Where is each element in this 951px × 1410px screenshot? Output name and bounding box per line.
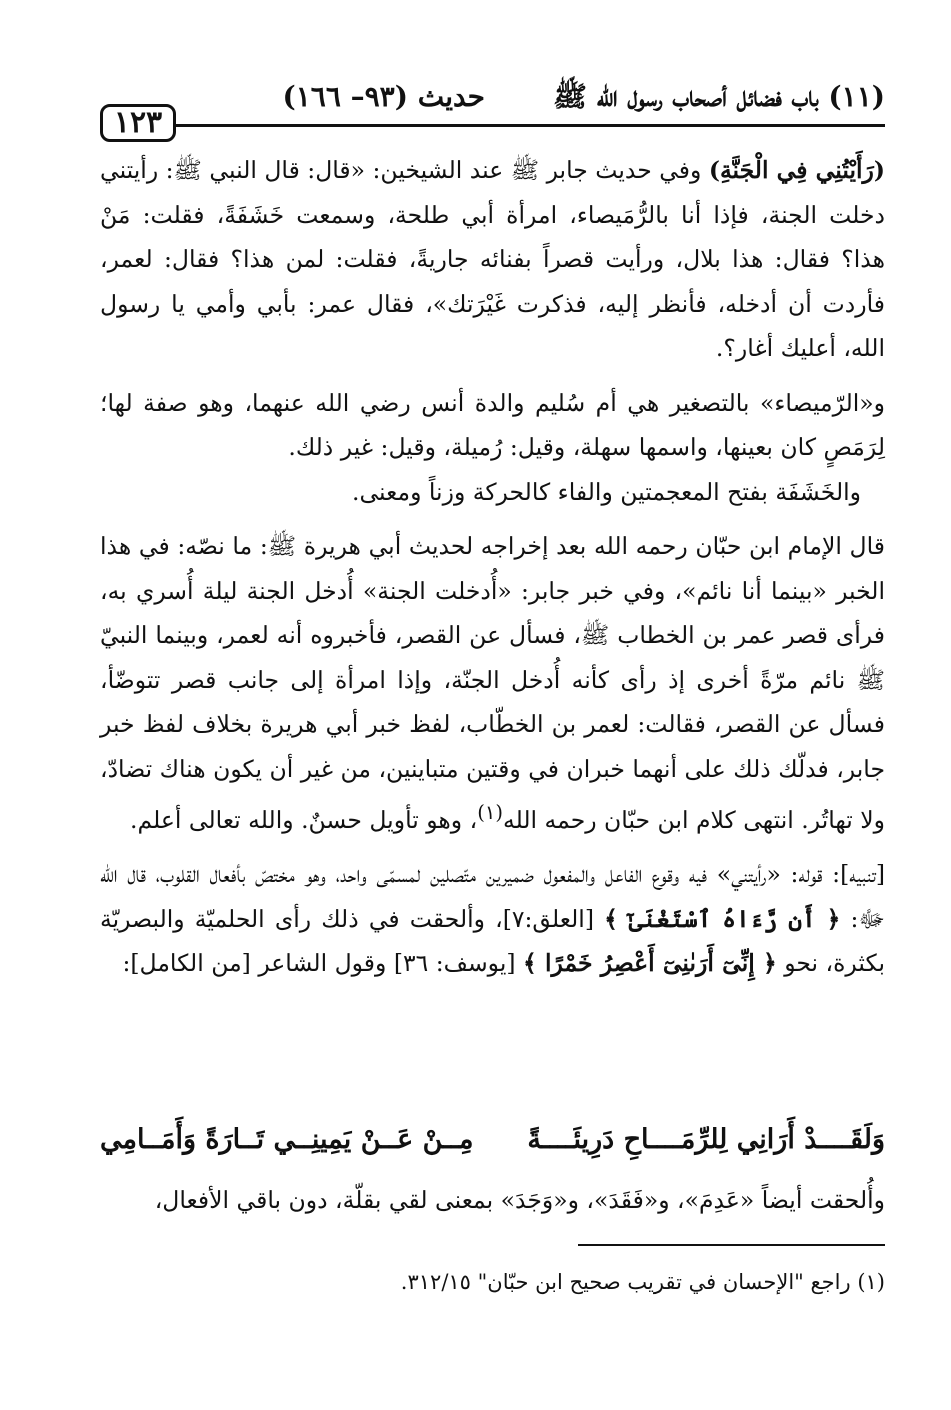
- verse-second-hemistich: مِــنْ عَــنْ يَمِينِــي تَــارَةً وَأَمَــامِي: [100, 1124, 474, 1155]
- paragraph-tanbih: [100, 852, 885, 986]
- footnote-ref: (١): [477, 801, 503, 824]
- paragraph-text: وفي حديث جابر ﷺ عند الشيخين: «قال: قال النبي ﷺ: رأيتني دخلت الجنة، فإذا أنا بالرُّمَيصاء، امرأة أبي طلحة، وسمعت خَشَفَةً، فقلت: مَنْ هذا؟ فقال: هذا بلال، ورأيت قصراً بفنائه جاريةً، فقلت: لمن هذا؟ فقال: لعمر، فأردت أن أدخله، فأنظر إليه، فذكرت غَيْرَتك»، فقال عمر: بأبي وأمي يا رسول الله، أعليك أغار؟.: [99, 156, 885, 362]
- quran-quote: ﴿ أَن رَّءَاهُ ٱسْتَغْنَىٰٓ ﴾: [604, 904, 841, 933]
- main-text: [100, 148, 885, 986]
- paragraph-text: ، وهو تأويل حسنٌ. والله تعالى أعلم.: [130, 805, 478, 834]
- poetry-verse: [100, 1124, 885, 1172]
- footnote-rule: [578, 1244, 885, 1246]
- page-number: ١٢٣: [100, 104, 176, 142]
- quran-quote: ﴿ إِنِّىٓ أَرَىٰنِىٓ أَعْصِرُ خَمْرًا ﴾: [523, 949, 777, 978]
- verse-first-hemistich: وَلَقَــــدْ أَرَانِي لِلرِّمَــــاحِ دَرِيئَــــةً: [527, 1124, 885, 1155]
- paragraph-continuation: وأُلحقت أيضاً «عَدِمَ»، و«فَقَدَ»، و«وَجَدَ» بمعنى لقي بقلّة، دون باقي الأفعال،: [154, 1186, 885, 1214]
- paragraph-text: [تنبيه]: قوله: «رأيتني» فيه وقوع الفاعل والمفعول ضميرين متّصلين لمسمّى واحد، وهو مختصّ بأفعال القلوب، قال الله ﷻ:: [100, 860, 886, 933]
- paragraph-text: [العلق:٧]، وألحقت في ذلك رأى الحلميّة والبصريّة بكثرة، نحو: [100, 904, 885, 978]
- hadith-phrase: (رَأَيْتُنِي فِي الْجَنَّةِ): [708, 156, 885, 184]
- paragraph-khashafa: والخَشَفَة بفتح المعجمتين والفاء كالحركة وزناً ومعنى.: [352, 477, 861, 506]
- chapter-title: (١١) باب فضائل أصحاب رسول الله ﷺ: [553, 80, 885, 113]
- hadith-range: حديث (٩٣– ١٦٦): [282, 80, 485, 113]
- paragraph-rumaisa: و«الرّميصاء» بالتصغير هي أم سُليم والدة أنس رضي الله عنهما، وهو صفة لها؛ لِرَمَصٍ كان بعينها، واسمها سهلة، وقيل: رُميلة، وقيل: غير ذلك.: [100, 388, 885, 461]
- paragraph-hadith-jabir: [100, 148, 885, 371]
- header-rule: [104, 124, 885, 127]
- paragraph-ibn-hibban: [100, 524, 885, 842]
- footnote: (١) راجع "الإحسان في تقريب صحيح ابن حبّان" ٣١٢/١٥.: [400, 1270, 885, 1294]
- paragraph-text: [يوسف: ٣٦] وقول الشاعر [من الكامل]:: [122, 949, 524, 978]
- paragraph-text: قال الإمام ابن حبّان رحمه الله بعد إخراجه لحديث أبي هريرة ﷺ: ما نصّه: في هذا الخبر «بينما أنا نائم»، وفي خبر جابر: «أُدخلت الجنة» أُدخل الجنة ليلة أُسري به، فرأى قصر عمر بن الخطاب ﷺ، فسأل عن القصر، فأخبروه أنه لعمر، وبينما النبيّ ﷺ نائم مرّةً أخرى إذ رأى كأنه أُدخل الجنّة، وإذا امرأة إلى جانب قصر تتوضّأ، فسأل عن القصر، فقالت: لعمر بن الخطّاب، لفظ خبر أبي هريرة بخلاف لفظ خبر جابر، فدلّك ذلك على أنهما خبران في وقتين متباينين، من غير أن يكون هناك تضادّ، ولا تهاتُر. انتهى كلام ابن حبّان رحمه الله: [99, 532, 885, 834]
